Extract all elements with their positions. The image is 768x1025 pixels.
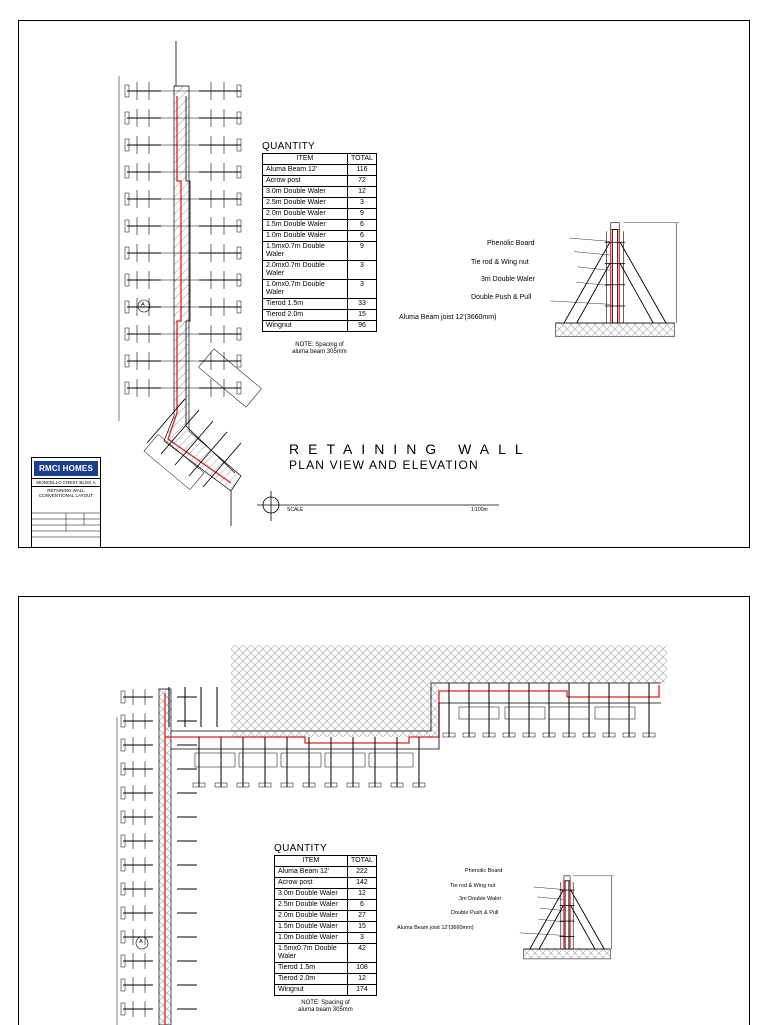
total-cell: 3 [348,198,377,209]
item-cell: Aluma Beam 12' [263,165,348,176]
section-marker-label-2: A [139,939,143,945]
item-cell: 1.5mx0.7m Double Waler [275,944,348,963]
label-double-waler-2: 3m Double Waler [459,896,502,902]
total-cell: 27 [348,911,377,922]
quantity-title: QUANTITY [262,141,315,152]
item-cell: Wingnut [263,321,348,332]
quantity-table-1 [262,141,377,356]
table-row [263,176,377,187]
elevation-wall-cap [611,223,620,230]
table-row [275,878,377,889]
column-header-total: TOTAL [348,154,377,165]
drawing-sheet-1 [18,20,750,548]
quantity-grid-2 [274,855,377,996]
total-cell: 116 [348,165,377,176]
spacing-note [262,342,377,356]
item-cell: 2.0m Double Waler [263,209,348,220]
label-leader [538,919,563,921]
title-block-grid [32,507,100,547]
total-cell: 42 [348,944,377,963]
total-cell: 12 [348,187,377,198]
waler-box [505,707,545,719]
waler-box [195,753,235,767]
table-row [263,299,377,310]
total-cell: 9 [348,209,377,220]
table-row [263,220,377,231]
item-cell: Tierod 1.5m [275,963,348,974]
item-cell: 2.0m Double Waler [275,911,348,922]
table-row [263,187,377,198]
table-row [263,280,377,299]
total-cell: 142 [348,878,377,889]
quantity-grid [262,153,377,332]
total-cell: 96 [348,321,377,332]
note-line-1: NOTE: Spacing of [295,342,344,348]
drawing-sheet-2 [18,596,750,1025]
elevation-wall [565,881,569,949]
total-cell: 6 [348,220,377,231]
table-row [275,933,377,944]
item-cell: Aluma Beam 12' [275,867,348,878]
label-aluma-joist: Aluma Beam joist 12'(3660mm) [399,314,497,321]
company-logo: RMCI HOMES [34,461,98,476]
column-header-item: ITEM [263,154,348,165]
table-row [275,944,377,963]
scale-label: SCALE [287,507,304,513]
total-cell: 15 [348,922,377,933]
retaining-wall-elevation-2 [520,876,614,959]
total-cell: 6 [348,231,377,242]
table-row [263,231,377,242]
table-row [263,165,377,176]
item-cell: Tierod 1.5m [263,299,348,310]
table-row [275,985,377,996]
label-tie-rod: Tie rod & Wing nut [471,259,529,266]
plan-view-drawing-2 [19,597,749,1025]
item-cell: Acrow post [263,176,348,187]
push-pull-right [620,264,653,324]
item-cell: 2.0mx0.7m Double Waler [263,261,348,280]
label-push-pull-2: Double Push & Pull [451,910,499,916]
total-cell: 222 [348,867,377,878]
item-cell: 1.5m Double Waler [263,220,348,231]
label-leader [534,887,564,889]
note-line-2-2: aluma beam 305mm [298,1007,353,1013]
table-row [263,261,377,280]
table-row [263,310,377,321]
label-tie-rod-2: Tie rod & Wing nut [450,883,496,889]
table-row [275,911,377,922]
drawing-name-line-1: RETAINING WALL [47,488,85,493]
total-cell: 3 [348,280,377,299]
quantity-title-2: QUANTITY [274,843,327,854]
table-row [263,242,377,261]
label-leader [550,301,610,304]
label-push-pull: Double Push & Pull [471,294,532,301]
item-cell: 3.0m Double Waler [263,187,348,198]
item-cell: 2.5m Double Waler [275,900,348,911]
push-pull-left [577,264,610,324]
retaining-wall-elevation-1 [550,223,678,337]
waler-box [459,707,499,719]
table-row [263,209,377,220]
item-cell: 1.0m Double Waler [263,231,348,242]
total-cell: 12 [348,889,377,900]
item-cell: 1.0m Double Waler [275,933,348,944]
item-cell: Wingnut [275,985,348,996]
item-cell: 1.0mx0.7m Double Waler [263,280,348,299]
total-cell: 108 [348,963,377,974]
total-cell: 33 [348,299,377,310]
retaining-wall-plan-1 [119,41,261,526]
waler-box [239,753,277,767]
elevation-wall-cap [564,876,570,881]
label-leader [569,238,610,241]
table-row [275,974,377,985]
diagonal-dim-box [199,349,262,407]
ground-hatch [524,949,611,959]
table-row [275,963,377,974]
item-cell: 1.5mx0.7m Double Waler [263,242,348,261]
column-header-total-2: TOTAL [348,856,377,867]
note-line-1-2: NOTE: Spacing of [301,1000,350,1006]
label-aluma-joist-2: Aluma Beam joist 12'(3660mm) [397,925,474,931]
item-cell: Tierod 2.0m [275,974,348,985]
label-phenolic-board-2: Phenolic Board [465,868,503,874]
total-cell: 72 [348,176,377,187]
elevation-wall [612,230,617,324]
drawing-title-line-2: PLAN VIEW AND ELEVATION [289,458,479,472]
spacing-note-2 [274,1000,377,1014]
drawing-title-line-1: RETAINING WALL [289,441,532,457]
section-marker-label: A [141,302,145,308]
drawing-name [32,486,100,499]
project-name: MONCELLO CREST BLDG A [32,478,100,486]
total-cell: 3 [348,261,377,280]
table-row [275,867,377,878]
item-cell: 2.5m Double Waler [263,198,348,209]
quantity-table-2 [274,843,377,1014]
item-cell: Acrow post [275,878,348,889]
push-pull-right [571,890,604,949]
column-header-item-2: ITEM [275,856,348,867]
waler-box [369,753,413,767]
total-cell: 174 [348,985,377,996]
item-cell: Tierod 2.0m [263,310,348,321]
drawing-name-line-2: CONVENTIONAL LAYOUT [38,493,94,498]
table-row [275,889,377,900]
total-cell: 9 [348,242,377,261]
table-row [275,922,377,933]
table-row [263,198,377,209]
push-pull-right [620,242,666,323]
label-leader [576,282,610,285]
item-cell: 1.5m Double Waler [275,922,348,933]
table-row [275,900,377,911]
label-double-waler: 3m Double Waler [481,276,535,283]
note-line-2: aluma beam 305mm [292,349,347,355]
label-leader [520,933,563,935]
ground-hatch [556,323,675,337]
total-cell: 12 [348,974,377,985]
scale-value: 1:100m [471,507,488,513]
title-block [31,457,101,548]
label-phenolic-board: Phenolic Board [487,240,535,247]
table-row [263,321,377,332]
wall-outline [164,86,241,491]
item-cell: 3.0m Double Waler [275,889,348,900]
total-cell: 3 [348,933,377,944]
total-cell: 6 [348,900,377,911]
total-cell: 15 [348,310,377,321]
